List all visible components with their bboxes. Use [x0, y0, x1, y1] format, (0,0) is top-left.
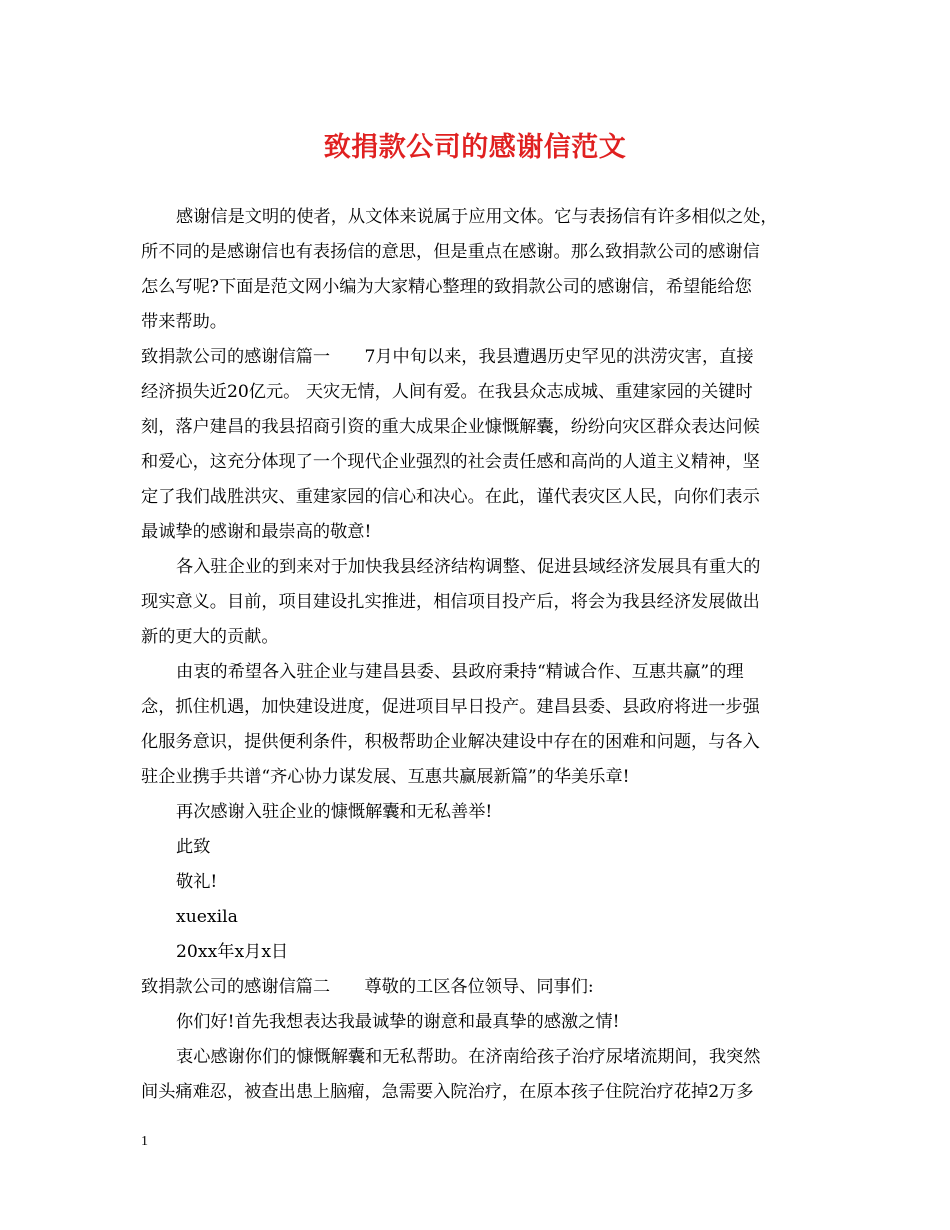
text-line: 20xx年x月x日: [176, 942, 289, 962]
text-line: 现实意义。目前，项目建设扎实推进，相信项目投产后，将会为我县经济发展做出: [141, 592, 760, 612]
text-line: 驻企业携手共谱“齐心协力谋发展、互惠共赢展新篇”的华美乐章!: [141, 767, 630, 787]
text-line: 刻，落户建昌的我县招商引资的重大成果企业慷慨解囊，纷纷向灾区群众表达问候: [141, 417, 760, 437]
text-line: 由衷的希望各入驻企业与建昌县委、县政府秉持“精诚合作、互惠共赢”的理: [176, 662, 744, 682]
text-line: 敬礼!: [176, 872, 218, 892]
text-line: 你们好!首先我想表达我最诚挚的谢意和最真挚的感激之情!: [176, 1012, 620, 1032]
document-title: 致捐款公司的感谢信范文: [323, 132, 627, 163]
text-line: 所不同的是感谢信也有表扬信的意思，但是重点在感谢。那么致捐款公司的感谢信: [141, 242, 760, 262]
text-line: xuexila: [176, 907, 238, 927]
page-number: 1: [141, 1134, 148, 1149]
text-line: 此致: [176, 837, 211, 857]
text-line: 经济损失近20亿元。 天灾无情，人间有爱。在我县众志成城、重建家园的关键时: [141, 382, 753, 402]
text-line: 再次感谢入驻企业的慷慨解囊和无私善举!: [176, 802, 493, 822]
text-line: 怎么写呢?下面是范文网小编为大家精心整理的致捐款公司的感谢信，希望能给您: [141, 277, 752, 297]
text-line: 定了我们战胜洪灾、重建家园的信心和决心。在此，谨代表灾区人民，向你们表示: [141, 487, 760, 507]
text-line: 衷心感谢你们的慷慨解囊和无私帮助。在济南给孩子治疗尿堵流期间，我突然: [176, 1047, 761, 1067]
text-line: 和爱心，这充分体现了一个现代企业强烈的社会责任感和高尚的人道主义精神，坚: [141, 452, 760, 472]
text-line: 最诚挚的感谢和最崇高的敬意!: [141, 522, 372, 542]
text-line: 致捐款公司的感谢信篇二 尊敬的工区各位领导、同事们:: [141, 977, 594, 997]
text-line: 化服务意识，提供便利条件，积极帮助企业解决建设中存在的困难和问题，与各入: [141, 732, 760, 752]
text-line: 念，抓住机遇，加快建设进度，促进项目早日投产。建昌县委、县政府将进一步强: [141, 697, 760, 717]
text-line: 间头痛难忍，被查出患上脑瘤，急需要入院治疗，在原本孩子住院治疗花掉2万多: [141, 1082, 754, 1102]
text-line: 带来帮助。: [141, 312, 227, 332]
text-line: 各入驻企业的到来对于加快我县经济结构调整、促进县域经济发展具有重大的: [176, 557, 761, 577]
document-body: [141, 200, 813, 1110]
text-line: 新的更大的贡献。: [141, 627, 279, 647]
text-line: 致捐款公司的感谢信篇一 7月中旬以来，我县遭遇历史罕见的洪涝灾害，直接: [141, 347, 754, 367]
text-line: 感谢信是文明的使者，从文体来说属于应用文体。它与表扬信有许多相似之处，: [176, 207, 778, 227]
